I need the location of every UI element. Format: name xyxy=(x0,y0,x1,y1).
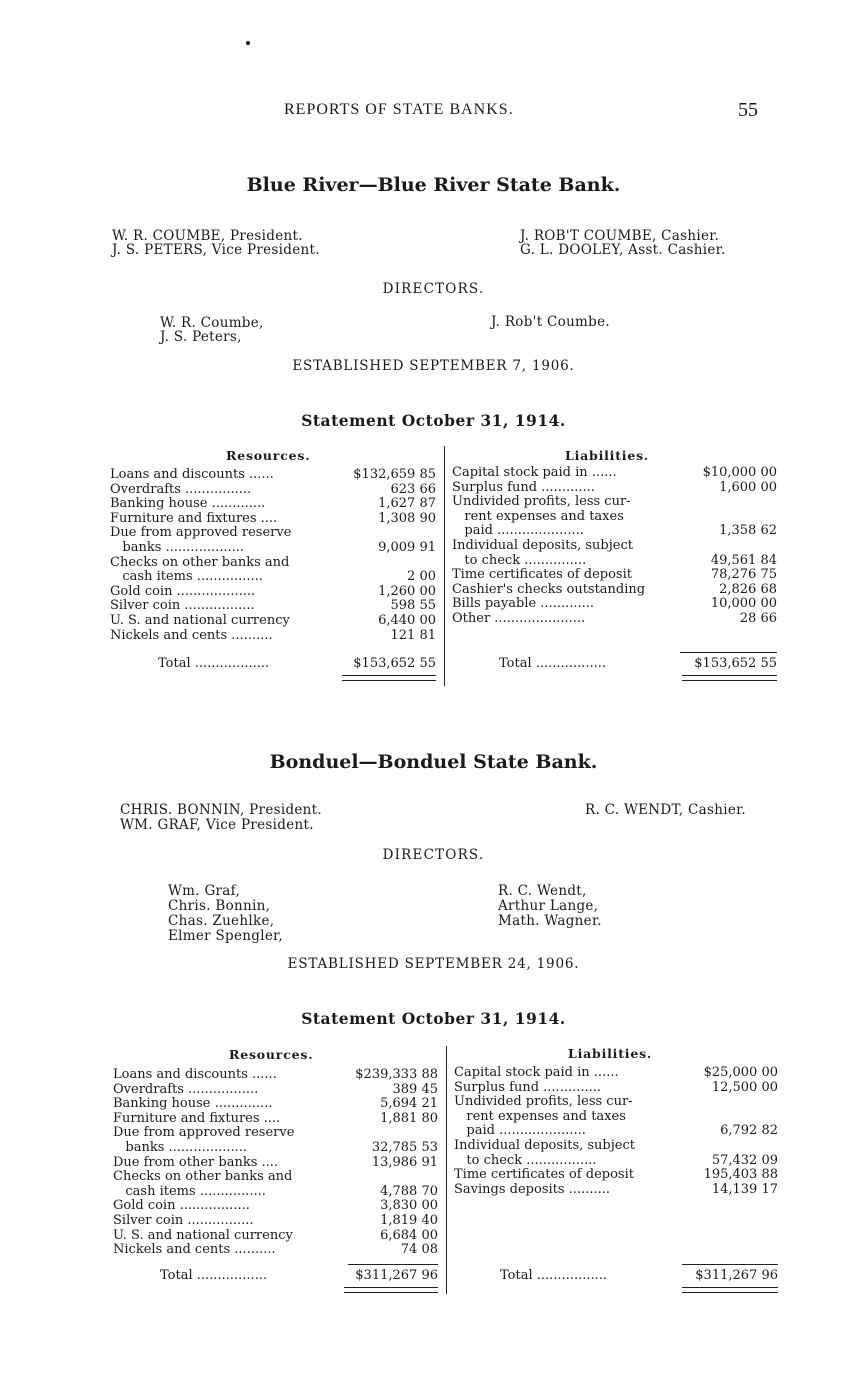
total-label: Total ................. xyxy=(499,656,607,671)
row-label: Capital stock paid in ...... xyxy=(454,1065,619,1080)
row-amount: 623 66 xyxy=(390,481,436,497)
resource-row xyxy=(110,614,436,629)
row-amount: 49,561 84 xyxy=(710,552,777,568)
officer-cashier: J. ROB'T COUMBE, Cashier. xyxy=(520,228,720,244)
resource-row xyxy=(110,468,436,483)
liability-row xyxy=(452,583,777,598)
resource-row xyxy=(110,497,436,512)
bank-title: Blue River—Blue River State Bank. xyxy=(246,174,621,196)
row-amount: 28 66 xyxy=(739,611,777,626)
row-label: Loans and discounts ...... xyxy=(110,467,274,482)
resource-row xyxy=(113,1156,438,1171)
row-label: rent expenses and taxes xyxy=(454,1108,626,1124)
total-amount: $153,652 55 xyxy=(694,656,777,671)
total-label: Total ................. xyxy=(160,1268,268,1283)
officer-cashier: R. C. WENDT, Cashier. xyxy=(585,802,747,818)
row-label: Nickels and cents .......... xyxy=(113,1242,276,1258)
row-label: Other ...................... xyxy=(452,611,586,626)
row-label: Banking house ............. xyxy=(110,496,266,512)
row-amount: 14,139 17 xyxy=(711,1181,778,1197)
resources-total-row xyxy=(160,1269,438,1284)
officer-president: W. R. COUMBE, President. xyxy=(112,228,303,244)
total-double-rule xyxy=(344,1287,438,1293)
row-label: Overdrafts ................. xyxy=(113,1081,259,1097)
director: Elmer Spengler, xyxy=(168,928,283,944)
total-double-rule xyxy=(682,675,777,681)
row-label: Bills payable ............. xyxy=(452,596,595,612)
row-label: U. S. and national currency xyxy=(110,613,290,628)
row-amount: 1,260 00 xyxy=(378,583,436,599)
row-label: Silver coin ................ xyxy=(113,1213,254,1228)
row-label: to check ................. xyxy=(454,1152,597,1168)
total-label: Total ................. xyxy=(500,1268,608,1283)
resource-row xyxy=(110,570,436,585)
statement-title: Statement October 31, 1914. xyxy=(301,1009,566,1028)
liability-row xyxy=(452,597,777,612)
row-amount: 121 81 xyxy=(390,627,436,643)
total-amount: $311,267 96 xyxy=(695,1268,778,1283)
resource-row xyxy=(113,1068,438,1083)
row-label: Surplus fund .............. xyxy=(454,1079,602,1095)
resource-row xyxy=(110,512,436,527)
total-double-rule xyxy=(682,1287,778,1293)
row-label: Due from approved reserve xyxy=(113,1125,295,1141)
row-label: paid ..................... xyxy=(452,523,584,539)
row-amount: 13,986 91 xyxy=(371,1154,438,1170)
row-amount: 74 08 xyxy=(400,1242,438,1258)
row-label: Time certificates of deposit xyxy=(452,567,632,583)
row-label: Undivided profits, less cur- xyxy=(452,494,631,510)
director: J. Rob't Coumbe. xyxy=(491,314,610,330)
liability-row xyxy=(452,495,777,510)
row-label: Individual deposits, subject xyxy=(452,538,633,553)
page-number: 55 xyxy=(738,99,758,121)
total-label: Total .................. xyxy=(158,656,270,671)
liability-row xyxy=(452,539,777,554)
row-label: Undivided profits, less cur- xyxy=(454,1094,633,1110)
row-label: Gold coin ................. xyxy=(113,1198,250,1214)
resource-row xyxy=(113,1243,438,1258)
row-label: paid ..................... xyxy=(454,1123,586,1139)
liability-row xyxy=(454,1081,778,1096)
liability-row xyxy=(452,554,777,569)
row-amount: 1,308 90 xyxy=(378,510,436,526)
row-amount: 32,785 53 xyxy=(371,1140,438,1155)
resource-row xyxy=(110,483,436,498)
resource-row xyxy=(113,1170,438,1185)
liability-row xyxy=(454,1168,778,1183)
row-label: Overdrafts ................ xyxy=(110,481,252,497)
liability-row xyxy=(452,481,777,496)
row-amount: 2,826 68 xyxy=(719,581,777,597)
row-amount: 57,432 09 xyxy=(711,1152,778,1168)
established-date: ESTABLISHED SEPTEMBER 24, 1906. xyxy=(287,956,580,972)
ink-speck xyxy=(246,41,250,45)
row-amount: 4,788 70 xyxy=(380,1183,438,1199)
director: W. R. Coumbe, xyxy=(160,315,264,331)
liabilities-heading: Liabilities. xyxy=(565,448,650,463)
resource-row xyxy=(113,1141,438,1156)
resource-row xyxy=(113,1112,438,1127)
resource-row xyxy=(113,1083,438,1098)
officer-asst-cashier: G. L. DOOLEY, Asst. Cashier. xyxy=(520,242,726,258)
liabilities-heading: Liabilities. xyxy=(568,1046,653,1061)
row-label: Time certificates of deposit xyxy=(454,1167,634,1183)
row-label: cash items ................ xyxy=(113,1183,266,1199)
row-label: cash items ................ xyxy=(110,569,263,585)
row-label: Individual deposits, subject xyxy=(454,1138,635,1153)
director: Wm. Graf, xyxy=(168,883,241,899)
row-label: Due from other banks .... xyxy=(113,1154,279,1170)
row-amount: $132,659 85 xyxy=(353,467,436,482)
total-amount: $153,652 55 xyxy=(353,656,436,671)
row-label: U. S. and national currency xyxy=(113,1227,293,1243)
director: Arthur Lange, xyxy=(498,898,599,914)
officer-president: CHRIS. BONNIN, President. xyxy=(120,802,322,818)
resource-row xyxy=(110,556,436,571)
row-label: Furniture and fixtures .... xyxy=(110,510,278,526)
column-divider xyxy=(446,1046,447,1294)
row-label: rent expenses and taxes xyxy=(452,508,624,524)
resource-row xyxy=(113,1199,438,1214)
resource-row xyxy=(113,1185,438,1200)
resources-total-row xyxy=(158,657,436,672)
row-label: Due from approved reserve xyxy=(110,525,292,541)
subtotal-rule xyxy=(680,652,777,653)
row-label: Surplus fund ............. xyxy=(452,479,595,495)
resource-row xyxy=(110,585,436,600)
director: Chas. Zuehlke, xyxy=(168,913,275,929)
row-label: Gold coin ................... xyxy=(110,583,256,599)
running-head: REPORTS OF STATE BANKS. xyxy=(284,101,514,118)
liability-row xyxy=(452,612,777,627)
liability-row xyxy=(454,1066,778,1081)
row-label: Furniture and fixtures .... xyxy=(113,1110,281,1126)
row-amount: 1,600 00 xyxy=(719,479,777,495)
directors-heading: DIRECTORS. xyxy=(382,281,485,297)
resource-row xyxy=(110,541,436,556)
row-amount: 5,694 21 xyxy=(380,1096,438,1112)
directors-heading: DIRECTORS. xyxy=(382,847,485,863)
director: Math. Wagner. xyxy=(498,913,602,929)
liabilities-total-row xyxy=(500,1269,778,1284)
row-amount: $10,000 00 xyxy=(702,465,777,480)
row-label: Capital stock paid in ...... xyxy=(452,465,617,480)
row-amount: 2 00 xyxy=(407,569,436,585)
row-amount: 598 55 xyxy=(390,598,436,614)
director: R. C. Wendt, xyxy=(498,883,587,899)
row-amount: 78,276 75 xyxy=(710,567,777,583)
liability-row xyxy=(452,568,777,583)
row-label: banks ................... xyxy=(113,1140,248,1155)
director: J. S. Peters, xyxy=(160,329,242,345)
liability-row xyxy=(454,1110,778,1125)
resource-row xyxy=(110,599,436,614)
resource-row xyxy=(113,1214,438,1229)
row-amount: 1,627 87 xyxy=(378,496,436,512)
row-amount: 3,830 00 xyxy=(380,1198,438,1214)
row-amount: 1,358 62 xyxy=(719,523,777,539)
subtotal-rule xyxy=(682,1264,778,1265)
row-amount: 389 45 xyxy=(392,1081,438,1097)
row-amount: $25,000 00 xyxy=(703,1065,778,1080)
row-label: Cashier's checks outstanding xyxy=(452,581,646,597)
director: Chris. Bonnin, xyxy=(168,898,271,914)
resource-row xyxy=(113,1126,438,1141)
row-label: Checks on other banks and xyxy=(113,1169,293,1185)
column-divider xyxy=(444,446,445,686)
statement-title: Statement October 31, 1914. xyxy=(301,411,566,430)
row-amount: 6,440 00 xyxy=(378,613,436,628)
row-amount: $239,333 88 xyxy=(355,1067,438,1082)
bank-title: Bonduel—Bonduel State Bank. xyxy=(269,751,598,773)
row-label: Nickels and cents .......... xyxy=(110,627,273,643)
row-amount: 10,000 00 xyxy=(710,596,777,612)
resources-heading: Resources. xyxy=(226,448,311,463)
row-amount: 6,792 82 xyxy=(720,1123,778,1139)
row-label: Checks on other banks and xyxy=(110,554,290,570)
subtotal-rule xyxy=(348,1264,438,1265)
officer-vice-president: WM. GRAF, Vice President. xyxy=(120,817,314,833)
row-label: to check ............... xyxy=(452,552,587,568)
liability-row xyxy=(454,1139,778,1154)
resource-row xyxy=(113,1229,438,1244)
row-label: banks ................... xyxy=(110,540,245,555)
row-label: Banking house .............. xyxy=(113,1096,273,1112)
row-amount: 1,881 80 xyxy=(380,1110,438,1126)
row-amount: 195,403 88 xyxy=(703,1167,778,1183)
row-label: Silver coin ................. xyxy=(110,598,255,614)
liability-row xyxy=(454,1183,778,1198)
liability-row xyxy=(452,524,777,539)
row-amount: 12,500 00 xyxy=(711,1079,778,1095)
liability-row xyxy=(452,466,777,481)
resource-row xyxy=(110,629,436,644)
liability-row xyxy=(452,510,777,525)
liability-row xyxy=(454,1095,778,1110)
liability-row xyxy=(454,1124,778,1139)
row-amount: 1,819 40 xyxy=(380,1213,438,1228)
liability-row xyxy=(454,1154,778,1169)
liabilities-total-row xyxy=(499,657,777,672)
total-amount: $311,267 96 xyxy=(355,1268,438,1283)
row-label: Savings deposits .......... xyxy=(454,1181,610,1197)
row-amount: 6,684 00 xyxy=(380,1227,438,1243)
resource-row xyxy=(110,526,436,541)
resource-row xyxy=(113,1097,438,1112)
total-double-rule xyxy=(342,675,436,681)
row-label: Loans and discounts ...... xyxy=(113,1067,277,1082)
resources-heading: Resources. xyxy=(229,1047,314,1062)
officer-vice-president: J. S. PETERS, Vice President. xyxy=(112,242,320,258)
established-date: ESTABLISHED SEPTEMBER 7, 1906. xyxy=(292,358,575,374)
row-amount: 9,009 91 xyxy=(378,540,436,555)
